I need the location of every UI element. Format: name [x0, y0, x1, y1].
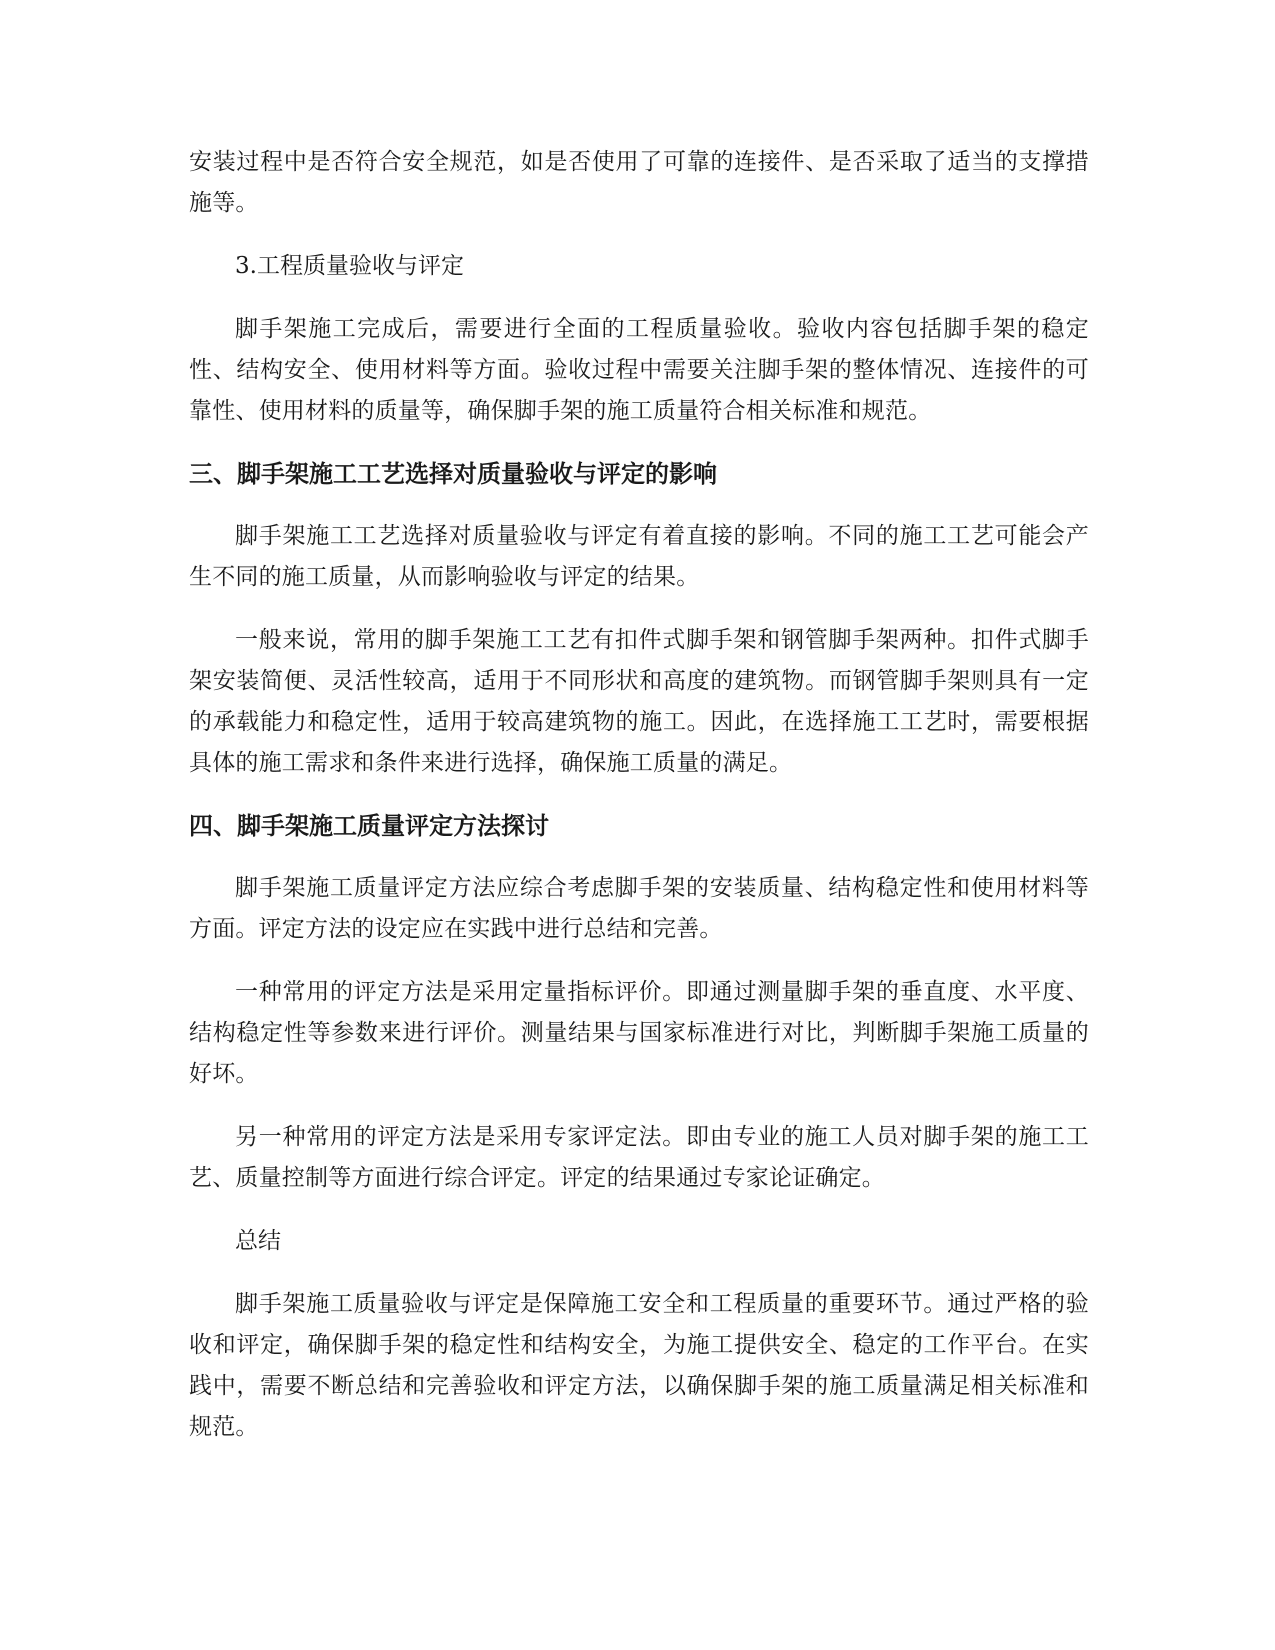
- document-body: [189, 142, 1089, 1470]
- paragraph: 一种常用的评定方法是采用定量指标评价。即通过测量脚手架的垂直度、水平度、结构稳定性等参数来进行评价。测量结果与国家标准进行对比，判断脚手架施工质量的好坏。: [189, 979, 1089, 1087]
- paragraph: 另一种常用的评定方法是采用专家评定法。即由专业的施工人员对脚手架的施工工艺、质量控制等方面进行综合评定。评定的结果通过专家论证确定。: [189, 1124, 1089, 1191]
- paragraph: 脚手架施工完成后，需要进行全面的工程质量验收。验收内容包括脚手架的稳定性、结构安全、使用材料等方面。验收过程中需要关注脚手架的整体情况、连接件的可靠性、使用材料的质量等，确保脚手架的施工质量符合相关标准和规范。: [189, 316, 1089, 424]
- subheading-quality-acceptance: 3.工程质量验收与评定: [235, 253, 464, 279]
- paragraph: 脚手架施工质量评定方法应综合考虑脚手架的安装质量、结构稳定性和使用材料等方面。评定方法的设定应在实践中进行总结和完善。: [189, 875, 1089, 942]
- section-heading-4: 四、脚手架施工质量评定方法探讨: [189, 812, 549, 840]
- subheading-summary: 总结: [235, 1228, 281, 1254]
- paragraph: 一般来说，常用的脚手架施工工艺有扣件式脚手架和钢管脚手架两种。扣件式脚手架安装简便、灵活性较高，适用于不同形状和高度的建筑物。而钢管脚手架则具有一定的承载能力和稳定性，适用于较高建筑物的施工。因此，在选择施工工艺时，需要根据具体的施工需求和条件来进行选择，确保施工质量的满足。: [189, 627, 1089, 776]
- section-heading-3: 三、脚手架施工工艺选择对质量验收与评定的影响: [189, 460, 717, 488]
- paragraph: 脚手架施工质量验收与评定是保障施工安全和工程质量的重要环节。通过严格的验收和评定，确保脚手架的稳定性和结构安全，为施工提供安全、稳定的工作平台。在实践中，需要不断总结和完善验收和评定方法，以确保脚手架的施工质量满足相关标准和规范。: [189, 1291, 1089, 1440]
- paragraph: 脚手架施工工艺选择对质量验收与评定有着直接的影响。不同的施工工艺可能会产生不同的施工质量，从而影响验收与评定的结果。: [189, 523, 1089, 590]
- paragraph-continued: 安装过程中是否符合安全规范，如是否使用了可靠的连接件、是否采取了适当的支撑措施等。: [189, 149, 1089, 216]
